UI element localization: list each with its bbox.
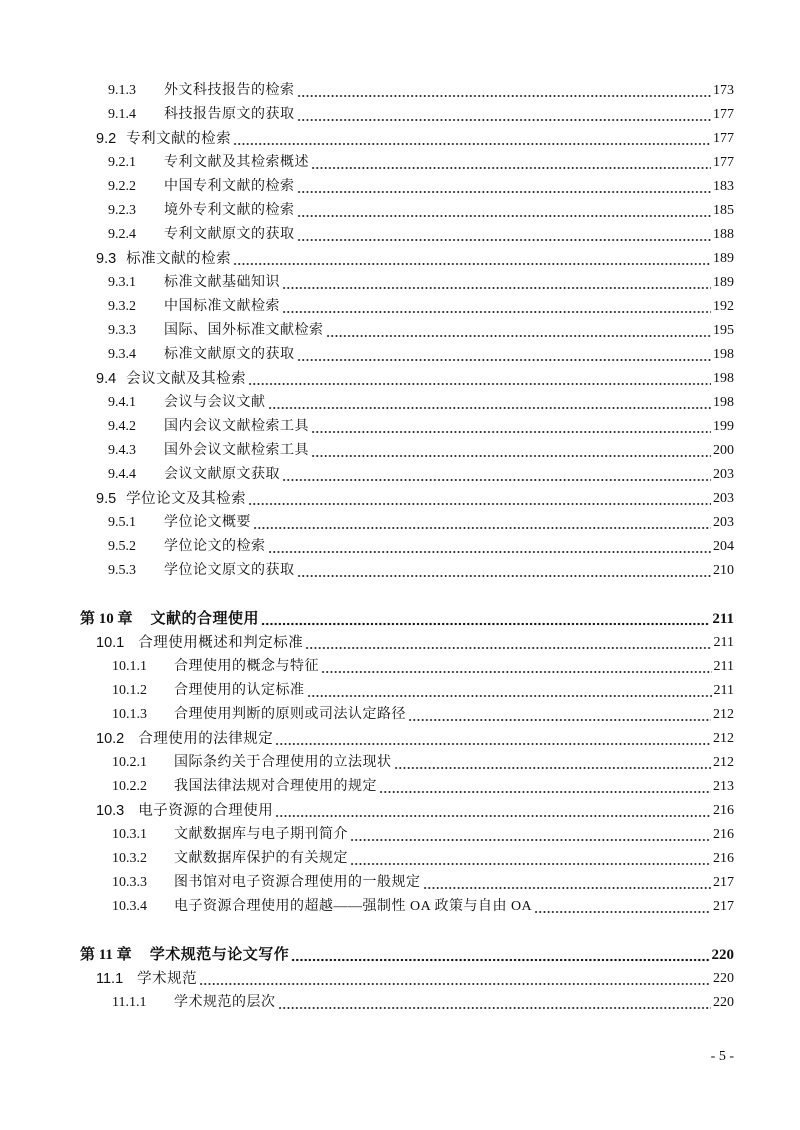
- dot-leader: [268, 538, 712, 554]
- toc-entry: [96, 966, 734, 988]
- toc-entry: [108, 414, 734, 436]
- toc-chapter-number: 第 10 章: [80, 611, 133, 627]
- toc-entry-number: 9.4.2: [108, 419, 136, 434]
- toc-entry-page: 203: [713, 467, 734, 482]
- toc-chapter: [80, 606, 734, 628]
- toc-entry-title: 国际条约关于合理使用的立法现状: [174, 755, 392, 770]
- toc-entry-number: 9.1.4: [108, 107, 136, 122]
- toc-entry: [108, 198, 734, 220]
- dot-leader: [311, 154, 711, 170]
- toc-entry-title: 合理使用判断的原则或司法认定路径: [174, 707, 406, 722]
- toc-chapter-title: 学术规范与论文写作: [149, 946, 290, 963]
- toc-entry-page: 173: [713, 83, 734, 98]
- toc-entry-number: 9.3.4: [108, 347, 136, 362]
- toc-entry-page: 185: [713, 203, 734, 218]
- toc-entry-number: 9.2.2: [108, 179, 136, 194]
- toc-entry-title: 学位论文的检索: [164, 539, 266, 554]
- dot-leader: [282, 274, 711, 290]
- toc-entry: [108, 534, 734, 556]
- toc-entry-page: 212: [713, 731, 734, 746]
- dot-leader: [253, 514, 711, 530]
- toc-entry-number: 9.3.2: [108, 299, 136, 314]
- toc-entry-title: 科技报告原文的获取: [164, 107, 295, 122]
- toc-entry-title: 图书馆对电子资源合理使用的一般规定: [174, 875, 421, 890]
- toc-entry-title: 标准文献基础知识: [164, 275, 280, 290]
- toc-entry-page: 220: [713, 971, 734, 986]
- toc-entry-title: 文献数据库保护的有关规定: [174, 851, 348, 866]
- dot-leader: [297, 178, 712, 194]
- toc-entry-title: 会议文献及其检索: [126, 371, 247, 387]
- toc-entry-title: 合理使用的认定标准: [174, 683, 305, 698]
- toc-entry-page: 195: [713, 323, 734, 338]
- dot-leader: [297, 226, 712, 242]
- toc-chapter-number: 第 11 章: [80, 947, 132, 963]
- dot-leader: [297, 202, 712, 218]
- toc-entry-title: 合理使用的法律规定: [138, 731, 274, 747]
- toc-entry-title: 国外会议文献检索工具: [164, 443, 309, 458]
- toc-entry-title: 合理使用概述和判定标准: [138, 635, 304, 651]
- toc-entry-title: 国际、国外标准文献检索: [164, 323, 324, 338]
- toc-entry: [108, 438, 734, 460]
- toc-entry-page: 204: [713, 539, 734, 554]
- dot-leader: [311, 418, 711, 434]
- toc-entry-title: 学术规范的层次: [174, 995, 276, 1010]
- toc-entry-number: 10.1.3: [112, 707, 147, 722]
- dot-leader: [248, 490, 711, 506]
- toc-entry: [96, 798, 734, 820]
- toc-entry-title: 会议与会议文献: [164, 395, 266, 410]
- toc-entry: [108, 102, 734, 124]
- toc-entry-page: 217: [713, 899, 734, 914]
- toc-entry-title: 学术规范: [137, 971, 198, 987]
- toc-entry-title: 外文科技报告的检索: [164, 83, 295, 98]
- toc-entry-number: 10.3.4: [112, 899, 147, 914]
- toc-entry-number: 9.3.3: [108, 323, 136, 338]
- toc-entry-page: 198: [713, 371, 734, 386]
- toc-entry: [108, 510, 734, 532]
- toc-entry: [108, 174, 734, 196]
- dot-leader: [350, 850, 711, 866]
- dot-leader: [282, 466, 711, 482]
- dot-leader: [275, 802, 711, 818]
- toc-entry-number: 9.3: [96, 251, 117, 267]
- toc-entry: [108, 150, 734, 172]
- toc-entry: [112, 774, 734, 796]
- toc-entry-page: 216: [713, 827, 734, 842]
- toc-entry: [96, 630, 734, 652]
- toc-entry-title: 合理使用的概念与特征: [174, 659, 319, 674]
- toc-entry-title: 电子资源的合理使用: [138, 803, 274, 819]
- toc-entry-title: 境外专利文献的检索: [164, 203, 295, 218]
- toc-entry: [96, 726, 734, 748]
- toc-entry-title: 学位论文原文的获取: [164, 563, 295, 578]
- toc-chapter-page: 220: [711, 947, 734, 963]
- toc-entry-number: 9.2.3: [108, 203, 136, 218]
- toc-entry-title: 中国标准文献检索: [164, 299, 280, 314]
- toc-entry-number: 10.1.2: [112, 683, 147, 698]
- dot-leader: [291, 946, 709, 962]
- toc-entry-title: 专利文献及其检索概述: [164, 155, 309, 170]
- dot-leader: [297, 346, 712, 362]
- toc-entry-page: 211: [713, 683, 734, 698]
- toc-entry: [112, 750, 734, 772]
- toc-entry-title: 专利文献的检索: [126, 131, 232, 147]
- toc-entry: [112, 822, 734, 844]
- toc-entry-title: 专利文献原文的获取: [164, 227, 295, 242]
- toc-entry-page: 217: [713, 875, 734, 890]
- toc-entry-number: 9.2.1: [108, 155, 136, 170]
- toc-entry: [112, 654, 734, 676]
- toc-entry-title: 我国法律法规对合理使用的规定: [174, 779, 377, 794]
- toc-entry-number: 9.4.1: [108, 395, 136, 410]
- toc-chapter-page: 211: [712, 611, 734, 627]
- toc-chapter: [80, 942, 734, 964]
- toc-entry-number: 10.3.2: [112, 851, 147, 866]
- toc-entry-title: 学位论文概要: [164, 515, 251, 530]
- toc-entry-number: 10.3.3: [112, 875, 147, 890]
- toc-entry-page: 183: [713, 179, 734, 194]
- toc-entry-number: 10.3.1: [112, 827, 147, 842]
- dot-leader: [311, 442, 711, 458]
- toc-entry-page: 199: [713, 419, 734, 434]
- toc-entry-title: 电子资源合理使用的超越——强制性 OA 政策与自由 OA: [174, 899, 533, 914]
- toc-entry-number: 10.3: [96, 803, 125, 819]
- toc-entry: [96, 486, 734, 508]
- toc-entry-page: 189: [713, 251, 734, 266]
- toc-entry-number: 9.1.3: [108, 83, 136, 98]
- toc-entry-page: 216: [713, 851, 734, 866]
- dot-leader: [534, 898, 711, 914]
- dot-leader: [248, 370, 711, 386]
- toc-entry-number: 9.4: [96, 371, 117, 387]
- dot-leader: [278, 994, 712, 1010]
- toc-entry: [112, 846, 734, 868]
- toc-entry-page: 188: [713, 227, 734, 242]
- toc-entry-page: 198: [713, 347, 734, 362]
- toc-chapter-title: 文献的合理使用: [150, 610, 260, 627]
- toc-entry-title: 标准文献的检索: [126, 251, 232, 267]
- toc-entry-number: 9.5: [96, 491, 117, 507]
- dot-leader: [199, 970, 711, 986]
- toc-entry-page: 212: [713, 707, 734, 722]
- toc-entry-number: 10.2: [96, 731, 125, 747]
- dot-leader: [297, 82, 712, 98]
- toc-entry-page: 211: [713, 659, 734, 674]
- toc-entry-page: 210: [713, 563, 734, 578]
- toc-entry-page: 177: [713, 155, 734, 170]
- dot-leader: [423, 874, 712, 890]
- toc-entry: [108, 462, 734, 484]
- toc-entry: [108, 294, 734, 316]
- toc-entry-number: 9.4.4: [108, 467, 136, 482]
- toc-entry-number: 9.5.2: [108, 539, 136, 554]
- toc-entry-page: 198: [713, 395, 734, 410]
- toc-entry: [108, 342, 734, 364]
- toc-entry: [112, 990, 734, 1012]
- toc-entry-page: 220: [713, 995, 734, 1010]
- dot-leader: [305, 634, 711, 650]
- toc-entry-page: 212: [713, 755, 734, 770]
- toc-entry-number: 9.4.3: [108, 443, 136, 458]
- toc-entry-number: 11.1: [96, 971, 124, 987]
- dot-leader: [394, 754, 712, 770]
- dot-leader: [321, 658, 712, 674]
- toc-entry-number: 11.1.1: [112, 995, 147, 1010]
- toc-entry: [96, 366, 734, 388]
- toc-entry-number: 9.3.1: [108, 275, 136, 290]
- dot-leader: [379, 778, 711, 794]
- toc-entry: [112, 678, 734, 700]
- toc-entry: [112, 702, 734, 724]
- dot-leader: [282, 298, 711, 314]
- toc-entry-page: 211: [713, 635, 734, 650]
- toc-entry-page: 203: [713, 515, 734, 530]
- toc-entry: [96, 126, 734, 148]
- toc-entry-page: 216: [713, 803, 734, 818]
- toc-entry-page: 177: [713, 131, 734, 146]
- toc-entry-page: 189: [713, 275, 734, 290]
- toc-entry: [108, 390, 734, 412]
- toc-entry-page: 192: [713, 299, 734, 314]
- toc-entry-number: 9.5.3: [108, 563, 136, 578]
- toc-entry-page: 213: [713, 779, 734, 794]
- toc-entry: [108, 558, 734, 580]
- toc-entry-title: 学位论文及其检索: [126, 491, 247, 507]
- dot-leader: [307, 682, 712, 698]
- toc-entry-title: 会议文献原文获取: [164, 467, 280, 482]
- dot-leader: [408, 706, 711, 722]
- dot-leader: [233, 130, 711, 146]
- toc-entry-page: 200: [713, 443, 734, 458]
- toc-entry: [108, 78, 734, 100]
- toc-entry-title: 中国专利文献的检索: [164, 179, 295, 194]
- dot-leader: [268, 394, 712, 410]
- toc-entry-number: 10.2.1: [112, 755, 147, 770]
- toc-entry: [108, 318, 734, 340]
- toc-entry: [112, 894, 734, 916]
- toc-entry-number: 9.5.1: [108, 515, 136, 530]
- toc-entry-title: 标准文献原文的获取: [164, 347, 295, 362]
- toc-entry-title: 文献数据库与电子期刊简介: [174, 827, 348, 842]
- toc-entry-number: 10.2.2: [112, 779, 147, 794]
- toc-entry-title: 国内会议文献检索工具: [164, 419, 309, 434]
- toc-entry: [112, 870, 734, 892]
- dot-leader: [297, 562, 712, 578]
- dot-leader: [233, 250, 711, 266]
- toc-entry: [96, 246, 734, 268]
- toc-entry-number: 9.2.4: [108, 227, 136, 242]
- toc-entry-number: 10.1.1: [112, 659, 147, 674]
- toc-entry-number: 10.1: [96, 635, 125, 651]
- dot-leader: [350, 826, 711, 842]
- toc-entry: [108, 222, 734, 244]
- dot-leader: [297, 106, 712, 122]
- toc-entry-page: 203: [713, 491, 734, 506]
- dot-leader: [326, 322, 712, 338]
- page-number: - 5 -: [710, 1049, 734, 1064]
- toc-entry-number: 9.2: [96, 131, 117, 147]
- toc-entry-page: 177: [713, 107, 734, 122]
- toc-entry: [108, 270, 734, 292]
- dot-leader: [275, 730, 711, 746]
- dot-leader: [261, 610, 710, 626]
